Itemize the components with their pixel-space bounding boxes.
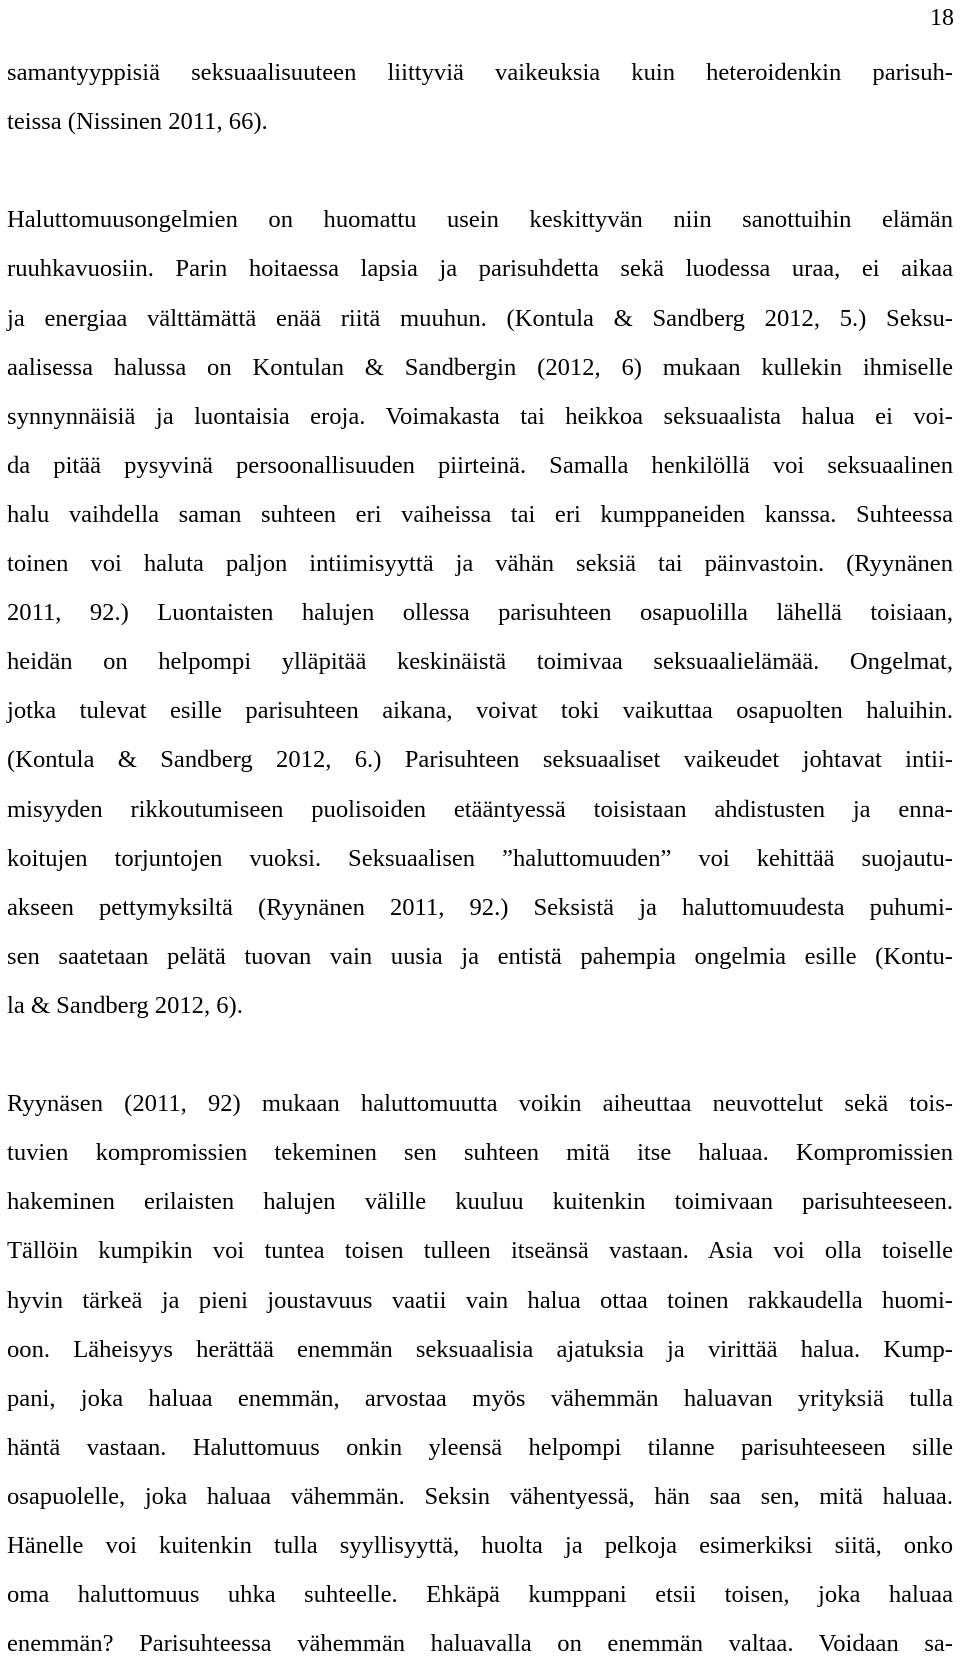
text-line: 2011, 92.) Luontaisten halujen ollessa parisuhteen osapuolilla lähellä toisiaan,: [7, 599, 953, 627]
text-line: pani, joka haluaa enemmän, arvostaa myös vähemmän haluavan yrityksiä tulla: [7, 1384, 953, 1412]
text-line: osapuolelle, joka haluaa vähemmän. Seksin vähentyessä, hän saa sen, mitä haluaa.: [7, 1482, 953, 1510]
text-line: tuvien kompromissien tekeminen sen suhteen mitä itse haluaa. Kompromissien: [7, 1139, 953, 1167]
page-number: 18: [930, 5, 954, 31]
text-line: akseen pettymyksiltä (Ryynänen 2011, 92.) Seksistä ja haluttomuudesta puhumi-: [7, 893, 953, 921]
text-line: hakeminen erilaisten halujen välille kuuluu kuitenkin toimivaan parisuhteeseen.: [7, 1188, 953, 1216]
text-line: sen saatetaan pelätä tuovan vain uusia ja entistä pahempia ongelmia esille (Kontu-: [7, 942, 953, 970]
text-line: teissa (Nissinen 2011, 66).: [7, 108, 268, 136]
text-line: ja energiaa välttämättä enää riitä muuhun. (Kontula & Sandberg 2012, 5.) Seksu-: [7, 304, 953, 332]
text-line: jotka tulevat esille parisuhteen aikana, voivat toki vaikuttaa osapuolten haluihin.: [7, 697, 953, 725]
text-line: toinen voi haluta paljon intiimisyyttä ja vähän seksiä tai päinvastoin. (Ryynänen: [7, 550, 953, 577]
text-line: oon. Läheisyys herättää enemmän seksuaalisia ajatuksia ja virittää halua. Kump-: [7, 1335, 953, 1363]
text-line: halu vaihdella saman suhteen eri vaiheissa tai eri kumppaneiden kanssa. Suhteessa: [7, 500, 953, 528]
text-line: Hänelle voi kuitenkin tulla syyllisyyttä, huolta ja pelkoja esimerkiksi siitä, onko: [7, 1532, 953, 1559]
text-line: misyyden rikkoutumiseen puolisoiden etääntyessä toisistaan ahdistusten ja enna-: [7, 795, 953, 823]
text-line: Haluttomuusongelmien on huomattu usein keskittyvän niin sanottuihin elämän: [7, 206, 953, 234]
text-line: Ryynäsen (2011, 92) mukaan haluttomuutta voikin aiheuttaa neuvottelut sekä tois-: [7, 1090, 953, 1118]
text-line: aalisessa halussa on Kontulan & Sandbergin (2012, 6) mukaan kullekin ihmiselle: [7, 353, 953, 381]
text-line: häntä vastaan. Haluttomuus onkin yleensä helpompi tilanne parisuhteeseen sille: [7, 1433, 953, 1461]
text-line: oma haluttomuus uhka suhteelle. Ehkäpä kumppani etsii toisen, joka haluaa: [7, 1581, 953, 1609]
text-line: la & Sandberg 2012, 6).: [7, 991, 243, 1019]
text-line: enemmän? Parisuhteessa vähemmän haluavalla on enemmän valtaa. Voidaan sa-: [7, 1630, 953, 1658]
text-line: ruuhkavuosiin. Parin hoitaessa lapsia ja parisuhdetta sekä luodessa uraa, ei aikaa: [7, 255, 953, 283]
text-line: Tällöin kumpikin voi tuntea toisen tulleen itseänsä vastaan. Asia voi olla toiselle: [7, 1237, 953, 1265]
text-line: heidän on helpompi ylläpitää keskinäistä toimivaa seksuaalielämää. Ongelmat,: [7, 648, 953, 676]
text-line: samantyyppisiä seksuaalisuuteen liittyviä vaikeuksia kuin heteroidenkin parisuh-: [7, 59, 953, 86]
text-line: hyvin tärkeä ja pieni joustavuus vaatii vain halua ottaa toinen rakkaudella huomi-: [7, 1286, 953, 1314]
text-line: (Kontula & Sandberg 2012, 6.) Parisuhteen seksuaaliset vaikeudet johtavat intii-: [7, 746, 953, 774]
text-line: synnynnäisiä ja luontaisia eroja. Voimakasta tai heikkoa seksuaalista halua ei voi-: [7, 402, 953, 430]
text-line: koitujen torjuntojen vuoksi. Seksuaalisen ”haluttomuuden” voi kehittää suojautu-: [7, 844, 953, 872]
text-line: da pitää pysyvinä persoonallisuuden piirteinä. Samalla henkilöllä voi seksuaalinen: [7, 451, 953, 479]
